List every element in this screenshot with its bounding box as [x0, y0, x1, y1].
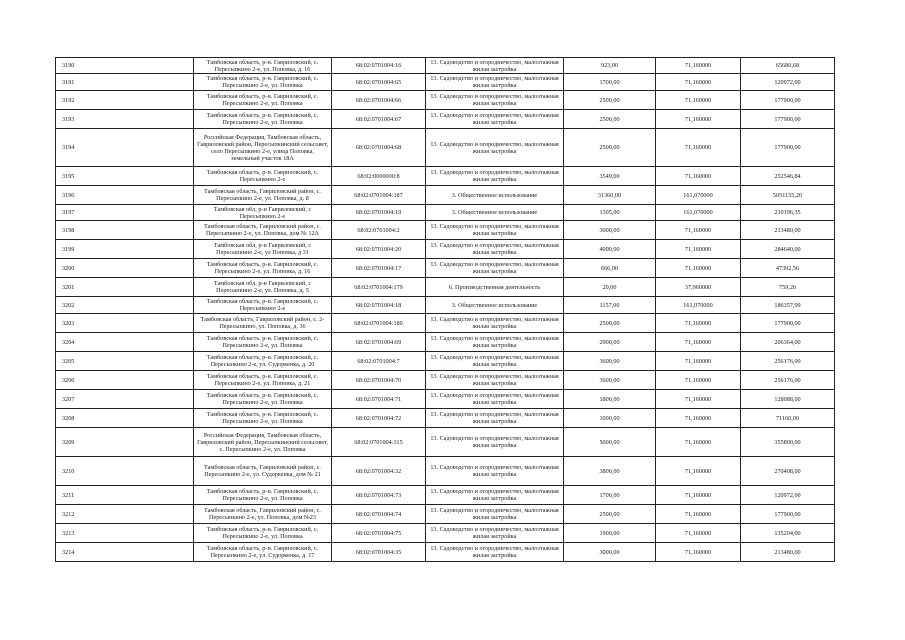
cadastral-value-cell: 177900,00: [741, 91, 835, 110]
area-cell: 1000,00: [564, 409, 656, 428]
table-row: [56, 58, 835, 74]
address-cell: Тамбовская область, р-н. Гавриловский, с. Пересыпкино 2-е, ул. Поповка, д. 16: [194, 58, 332, 74]
table-row: [56, 91, 835, 110]
table-row: [56, 352, 835, 371]
cadastral-number-cell: 68:02:0701004:35: [332, 543, 426, 562]
cadastral-number-cell: 68:02:0701004:19: [332, 205, 426, 221]
cadastral-value-cell: 213480,00: [741, 221, 835, 240]
cadastral-number-cell: 68:02:0701004:72: [332, 409, 426, 428]
table-row: [56, 259, 835, 278]
land-use-cell: 13. Садоводство и огородничество, малоэтажная жилая застройка: [426, 221, 564, 240]
table-row: [56, 390, 835, 409]
address-cell: Тамбовская обл, р-н Гавриловский, с Пересыпкино 2-е, ул Поповка, д 31: [194, 240, 332, 259]
cadastral-number-cell: 68:02:0701004:16: [332, 58, 426, 74]
address-cell: Тамбовская область, р-н. Гавриловский, с. Пересыпкино 2-е, ул. Поповка: [194, 390, 332, 409]
row-number-cell: 3196: [56, 186, 194, 205]
land-use-cell: 13. Садоводство и огородничество, малоэтажная жилая застройка: [426, 259, 564, 278]
row-number-cell: 3210: [56, 457, 194, 486]
row-number-cell: 3203: [56, 314, 194, 333]
cadastral-value-cell: 71160,00: [741, 409, 835, 428]
specific-value-cell: 71,160000: [656, 333, 741, 352]
table-row: [56, 457, 835, 486]
specific-value-cell: 71,160000: [656, 524, 741, 543]
cadastral-number-cell: 68:02:0701004:187: [332, 186, 426, 205]
specific-value-cell: 71,160000: [656, 58, 741, 74]
land-use-cell: 13. Садоводство и огородничество, малоэтажная жилая застройка: [426, 167, 564, 186]
table-row: [56, 205, 835, 221]
cadastral-number-cell: 68:02:0701004:74: [332, 505, 426, 524]
land-use-cell: 13. Садоводство и огородничество, малоэтажная жилая застройка: [426, 457, 564, 486]
cadastral-number-cell: 68:02:0701004:75: [332, 524, 426, 543]
specific-value-cell: 71,160000: [656, 259, 741, 278]
land-use-cell: 13. Садоводство и огородничество, малоэтажная жилая застройка: [426, 409, 564, 428]
cadastral-value-cell: 120972,00: [741, 486, 835, 505]
area-cell: 4000,00: [564, 240, 656, 259]
row-number-cell: 3200: [56, 259, 194, 278]
cadastral-number-cell: 68:02:0701004:66: [332, 91, 426, 110]
cadastral-value-cell: 177900,00: [741, 505, 835, 524]
address-cell: Тамбовская область, Гавриловский район, с. Пересыпкино 2-е, ул. Поповка, дом № 12А: [194, 221, 332, 240]
table-row: [56, 110, 835, 129]
area-cell: 20,00: [564, 278, 656, 297]
address-cell: Тамбовская область, р-н. Гавриловский, с. Пересыпкино 2-е: [194, 297, 332, 314]
row-number-cell: 3201: [56, 278, 194, 297]
table-row: [56, 297, 835, 314]
land-use-cell: 13. Садоводство и огородничество, малоэтажная жилая застройка: [426, 240, 564, 259]
land-use-cell: 6. Производственная деятельность: [426, 278, 564, 297]
row-number-cell: 3198: [56, 221, 194, 240]
land-use-cell: 13. Садоводство и огородничество, малоэтажная жилая застройка: [426, 524, 564, 543]
cadastral-number-cell: 68:02:0701004:315: [332, 428, 426, 457]
area-cell: 31360,00: [564, 186, 656, 205]
cadastral-number-cell: 68:02:0701004:70: [332, 371, 426, 390]
specific-value-cell: 71,160000: [656, 371, 741, 390]
table-row: [56, 333, 835, 352]
address-cell: Тамбовская обл, р-н Гавриловский, с Пересыпкино 2-е, ул. Поповка, д. 5: [194, 278, 332, 297]
specific-value-cell: 161,070000: [656, 186, 741, 205]
address-cell: Тамбовская область, Гавриловский район, с. Пересыпкино 2-е, ул. Поповка, дом №23: [194, 505, 332, 524]
land-use-cell: 13. Садоводство и огородничество, малоэтажная жилая застройка: [426, 428, 564, 457]
area-cell: 3000,00: [564, 543, 656, 562]
address-cell: Тамбовская область, р-н. Гавриловский, с. Пересыпкино 2-е, ул. Поповка: [194, 524, 332, 543]
land-use-cell: 13. Садоводство и огородничество, малоэтажная жилая застройка: [426, 333, 564, 352]
cadastral-value-cell: 135204,00: [741, 524, 835, 543]
row-number-cell: 3214: [56, 543, 194, 562]
row-number-cell: 3207: [56, 390, 194, 409]
address-cell: Тамбовская область, р-н. Гавриловский, с. Пересыпкино 2-е, ул. Поповка: [194, 91, 332, 110]
table-row: [56, 221, 835, 240]
row-number-cell: 3212: [56, 505, 194, 524]
row-number-cell: 3191: [56, 74, 194, 91]
address-cell: Российская Федерация, Тамбовская область, Гавриловский район, Пересыпкинский сельсовет, с. Пересыпкино 2-е, ул. Поповка: [194, 428, 332, 457]
specific-value-cell: 71,160000: [656, 129, 741, 167]
land-use-cell: 13. Садоводство и огородничество, малоэтажная жилая застройка: [426, 543, 564, 562]
specific-value-cell: 71,160000: [656, 543, 741, 562]
specific-value-cell: 71,160000: [656, 314, 741, 333]
land-plots-table: [55, 57, 835, 562]
area-cell: 2500,00: [564, 91, 656, 110]
row-number-cell: 3202: [56, 297, 194, 314]
address-cell: Тамбовская область, р-н. Гавриловский, с. Пересыпкино 2-е: [194, 167, 332, 186]
table-row: [56, 371, 835, 390]
cadastral-value-cell: 355800,00: [741, 428, 835, 457]
table-row: [56, 240, 835, 259]
address-cell: Тамбовская область, р-н. Гавриловский, с. Пересыпкино 2-е, ул. Поповка: [194, 486, 332, 505]
row-number-cell: 3209: [56, 428, 194, 457]
area-cell: 3800,00: [564, 457, 656, 486]
cadastral-value-cell: 177900,00: [741, 314, 835, 333]
land-use-cell: 3. Общественное использование: [426, 205, 564, 221]
row-number-cell: 3204: [56, 333, 194, 352]
cadastral-number-cell: 68:02:0701004:69: [332, 333, 426, 352]
area-cell: 666,00: [564, 259, 656, 278]
table-row: [56, 428, 835, 457]
row-number-cell: 3193: [56, 110, 194, 129]
address-cell: Тамбовская область, р-н. Гавриловский, с. Пересыпкино 2-е, ул. Поповка: [194, 74, 332, 91]
cadastral-value-cell: 284640,00: [741, 240, 835, 259]
table-row: [56, 129, 835, 167]
specific-value-cell: 71,160000: [656, 390, 741, 409]
address-cell: Тамбовская область, Гавриловский район, с. Пересыпкино 2-е, ул. Судоркенка, дом № 21: [194, 457, 332, 486]
cadastral-number-cell: 68:02:0701004:179: [332, 278, 426, 297]
address-cell: Тамбовская область, р-н. Гавриловский, с. Пересыпкино 2-е, ул. Судоркенка, д. 20: [194, 352, 332, 371]
cadastral-number-cell: 68:02:0701004:17: [332, 259, 426, 278]
area-cell: 1305,00: [564, 205, 656, 221]
cadastral-number-cell: 68:02:0701004:20: [332, 240, 426, 259]
specific-value-cell: 71,160000: [656, 409, 741, 428]
address-cell: Тамбовская область, р-н. Гавриловский, с. Пересыпкино 2-е, ул. Поповка, д. 16: [194, 259, 332, 278]
specific-value-cell: 37,960000: [656, 278, 741, 297]
area-cell: 2500,00: [564, 505, 656, 524]
table-row: [56, 186, 835, 205]
cadastral-value-cell: 177900,00: [741, 110, 835, 129]
land-use-cell: 13. Садоводство и огородничество, малоэтажная жилая застройка: [426, 390, 564, 409]
cadastral-value-cell: 213480,00: [741, 543, 835, 562]
land-use-cell: 13. Садоводство и огородничество, малоэтажная жилая застройка: [426, 486, 564, 505]
address-cell: Тамбовская область, Гавриловский район, с. Пересыпкино 2-е, ул. Поповка, д. 8: [194, 186, 332, 205]
address-cell: Российская Федерация, Тамбовская область, Гавриловский район, Пересыпкинский сельсовет, село Пересыпкино 2-е, улица Поповка, земельный участок 18А: [194, 129, 332, 167]
specific-value-cell: 71,160000: [656, 428, 741, 457]
land-use-cell: 13. Садоводство и огородничество, малоэтажная жилая застройка: [426, 91, 564, 110]
cadastral-value-cell: 65680,68: [741, 58, 835, 74]
area-cell: 3600,00: [564, 371, 656, 390]
row-number-cell: 3208: [56, 409, 194, 428]
row-number-cell: 3213: [56, 524, 194, 543]
row-number-cell: 3192: [56, 91, 194, 110]
cadastral-value-cell: 177900,00: [741, 129, 835, 167]
cadastral-value-cell: 120972,00: [741, 74, 835, 91]
specific-value-cell: 71,160000: [656, 352, 741, 371]
specific-value-cell: 71,160000: [656, 74, 741, 91]
row-number-cell: 3194: [56, 129, 194, 167]
cadastral-number-cell: 68:02:0701004:65: [332, 74, 426, 91]
cadastral-number-cell: 68:02:0701004:68: [332, 129, 426, 167]
cadastral-value-cell: 210196,35: [741, 205, 835, 221]
table-row: [56, 505, 835, 524]
address-cell: Тамбовская обл, р-н Гавриловский, с Пересыпкино 2-е: [194, 205, 332, 221]
table-row: [56, 74, 835, 91]
area-cell: 2500,00: [564, 110, 656, 129]
specific-value-cell: 71,160000: [656, 221, 741, 240]
land-use-cell: 13. Садоводство и огородничество, малоэтажная жилая застройка: [426, 505, 564, 524]
area-cell: 1700,00: [564, 486, 656, 505]
cadastral-value-cell: 256176,00: [741, 352, 835, 371]
land-use-cell: 13. Садоводство и огородничество, малоэтажная жилая застройка: [426, 129, 564, 167]
row-number-cell: 3205: [56, 352, 194, 371]
table-row: [56, 524, 835, 543]
cadastral-value-cell: 128088,00: [741, 390, 835, 409]
table-row: [56, 409, 835, 428]
specific-value-cell: 161,070000: [656, 205, 741, 221]
cadastral-number-cell: 68:02:0701004:67: [332, 110, 426, 129]
area-cell: 923,00: [564, 58, 656, 74]
cadastral-number-cell: 68:02:0701004:73: [332, 486, 426, 505]
cadastral-value-cell: 186357,99: [741, 297, 835, 314]
area-cell: 2500,00: [564, 314, 656, 333]
cadastral-number-cell: 68:02:0701004:32: [332, 457, 426, 486]
row-number-cell: 3195: [56, 167, 194, 186]
address-cell: Тамбовская область, р-н. Гавриловский, с. Пересыпкино 2-е, ул. Поповка: [194, 409, 332, 428]
cadastral-number-cell: 68:02:0701004:7: [332, 352, 426, 371]
land-use-cell: 13. Садоводство и огородничество, малоэтажная жилая застройка: [426, 371, 564, 390]
area-cell: 3600,00: [564, 352, 656, 371]
address-cell: Тамбовская область, р-н. Гавриловский, с. Пересыпкино 2-е, ул. Поповка: [194, 333, 332, 352]
specific-value-cell: 71,160000: [656, 457, 741, 486]
land-use-cell: 13. Садоводство и огородничество, малоэтажная жилая застройка: [426, 314, 564, 333]
table-row: [56, 543, 835, 562]
area-cell: 1900,00: [564, 524, 656, 543]
specific-value-cell: 161,070000: [656, 297, 741, 314]
land-use-cell: 13. Садоводство и огородничество, малоэтажная жилая застройка: [426, 58, 564, 74]
cadastral-number-cell: 68:02:0701004:18: [332, 297, 426, 314]
area-cell: 1157,00: [564, 297, 656, 314]
row-number-cell: 3197: [56, 205, 194, 221]
address-cell: Тамбовская область, р-н. Гавриловский, с. Пересыпкино 2-е, ул. Поповка, д. 21: [194, 371, 332, 390]
table-row: [56, 486, 835, 505]
area-cell: 1800,00: [564, 390, 656, 409]
cadastral-value-cell: 759,20: [741, 278, 835, 297]
cadastral-number-cell: 68:02:0000000:8: [332, 167, 426, 186]
area-cell: 1700,00: [564, 74, 656, 91]
table-row: [56, 167, 835, 186]
table-body: [56, 58, 835, 562]
specific-value-cell: 71,160000: [656, 505, 741, 524]
land-use-cell: 13. Садоводство и огородничество, малоэтажная жилая застройка: [426, 74, 564, 91]
cadastral-number-cell: 68:02:0701004:2: [332, 221, 426, 240]
cadastral-value-cell: 47392,56: [741, 259, 835, 278]
area-cell: 2500,00: [564, 129, 656, 167]
cadastral-value-cell: 270408,00: [741, 457, 835, 486]
table-row: [56, 314, 835, 333]
cadastral-value-cell: 5051155,20: [741, 186, 835, 205]
address-cell: Тамбовская область, р-н. Гавриловский, с. Пересыпкино 2-е, ул. Поповка: [194, 110, 332, 129]
cadastral-value-table: [55, 57, 835, 562]
address-cell: Тамбовская область, р-н. Гавриловский, с. Пересыпкино 2-е, ул. Судоркенка, д. 17: [194, 543, 332, 562]
cadastral-value-cell: 252546,84: [741, 167, 835, 186]
specific-value-cell: 71,160000: [656, 91, 741, 110]
cadastral-number-cell: 68:02:0701004:180: [332, 314, 426, 333]
land-use-cell: 3. Общественное использование: [426, 186, 564, 205]
land-use-cell: 13. Садоводство и огородничество, малоэтажная жилая застройка: [426, 352, 564, 371]
table-row: [56, 278, 835, 297]
area-cell: 5000,00: [564, 428, 656, 457]
area-cell: 2900,00: [564, 333, 656, 352]
land-use-cell: 13. Садоводство и огородничество, малоэтажная жилая застройка: [426, 110, 564, 129]
address-cell: Тамбовская область, Гавриловский район, с. 2-Пересыпкино, ул. Поповка, д. 36: [194, 314, 332, 333]
row-number-cell: 3211: [56, 486, 194, 505]
cadastral-number-cell: 68:02:0701004:71: [332, 390, 426, 409]
land-use-cell: 3. Общественное использование: [426, 297, 564, 314]
row-number-cell: 3199: [56, 240, 194, 259]
row-number-cell: 3206: [56, 371, 194, 390]
cadastral-value-cell: 206364,00: [741, 333, 835, 352]
specific-value-cell: 71,160000: [656, 110, 741, 129]
specific-value-cell: 71,160000: [656, 240, 741, 259]
area-cell: 3549,00: [564, 167, 656, 186]
row-number-cell: 3190: [56, 58, 194, 74]
cadastral-value-cell: 256176,00: [741, 371, 835, 390]
specific-value-cell: 71,160000: [656, 167, 741, 186]
area-cell: 3000,00: [564, 221, 656, 240]
specific-value-cell: 71,160000: [656, 486, 741, 505]
